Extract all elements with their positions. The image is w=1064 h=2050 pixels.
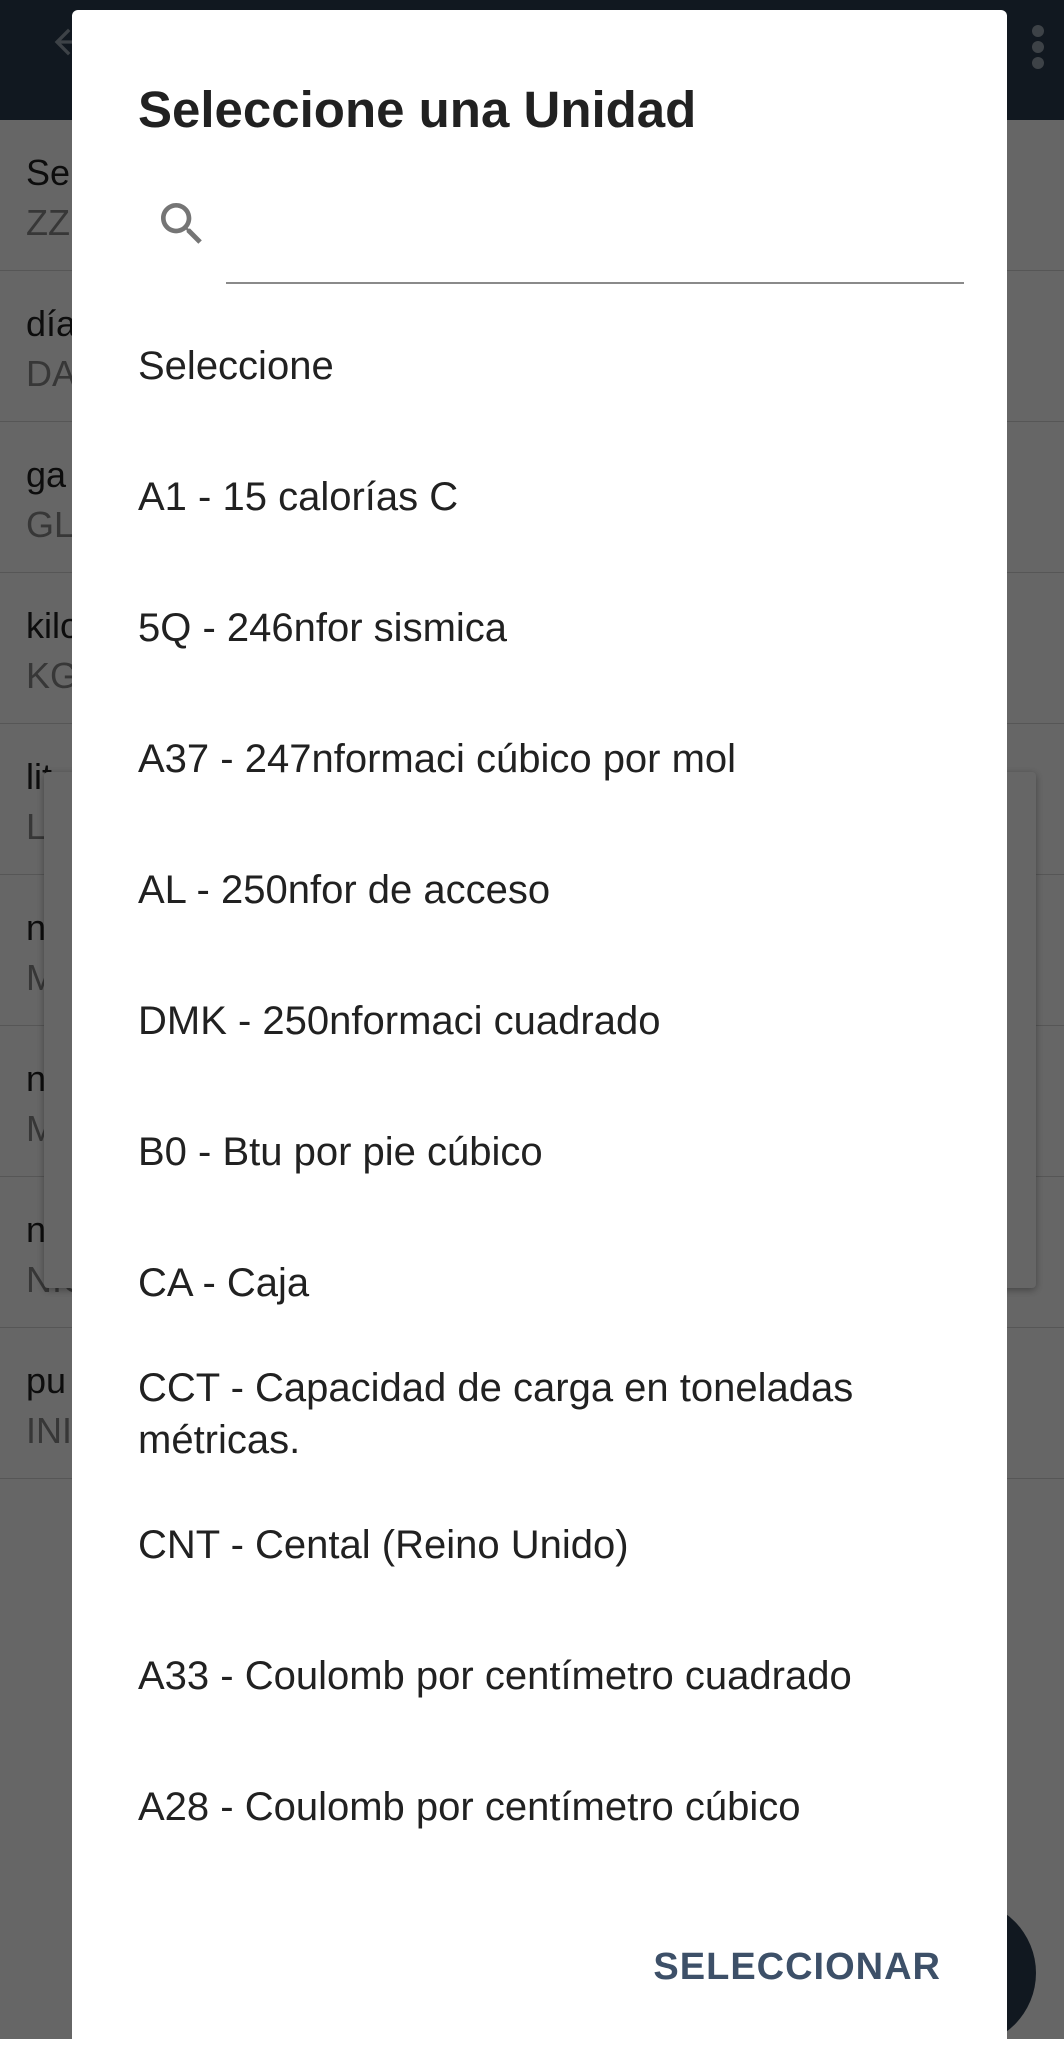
option-label: B0 - Btu por pie cúbico [138,1129,543,1174]
dialog-title: Seleccione una Unidad [138,81,697,138]
option-item[interactable] [72,431,1007,562]
option-item[interactable] [72,562,1007,693]
select-button[interactable]: SELECCIONAR [653,1946,941,1988]
option-label: 5Q - 246nfor sismica [138,605,508,650]
option-item[interactable] [72,1348,1007,1479]
option-label: Seleccione [138,343,334,388]
option-item[interactable] [72,1610,1007,1741]
option-item[interactable] [72,824,1007,955]
option-item[interactable] [72,1086,1007,1217]
unit-select-dialog [72,10,1007,2050]
option-item[interactable] [72,1217,1007,1348]
option-item[interactable] [72,1479,1007,1610]
option-label: AL - 250nfor de acceso [138,867,551,912]
option-label: DMK - 250nformaci cuadrado [138,998,661,1043]
option-item[interactable] [72,300,1007,431]
option-label: A33 - Coulomb por centímetro cuadrado [138,1653,852,1698]
option-item[interactable] [72,1741,1007,1872]
option-label: CCT - Capacidad de carga en toneladas métricas. [138,1365,854,1462]
option-label: CNT - Cental (Reino Unido) [138,1522,629,1567]
option-label: A37 - 247nformaci cúbico por mol [138,736,737,781]
search-input[interactable] [226,184,964,284]
option-item[interactable] [72,693,1007,824]
option-label: A1 - 15 calorías C [138,474,459,519]
search-icon [154,196,210,252]
option-label: CA - Caja [138,1260,310,1305]
option-item[interactable] [72,955,1007,1086]
option-label: A28 - Coulomb por centímetro cúbico [138,1784,801,1829]
unit-options-list [72,300,1007,1872]
